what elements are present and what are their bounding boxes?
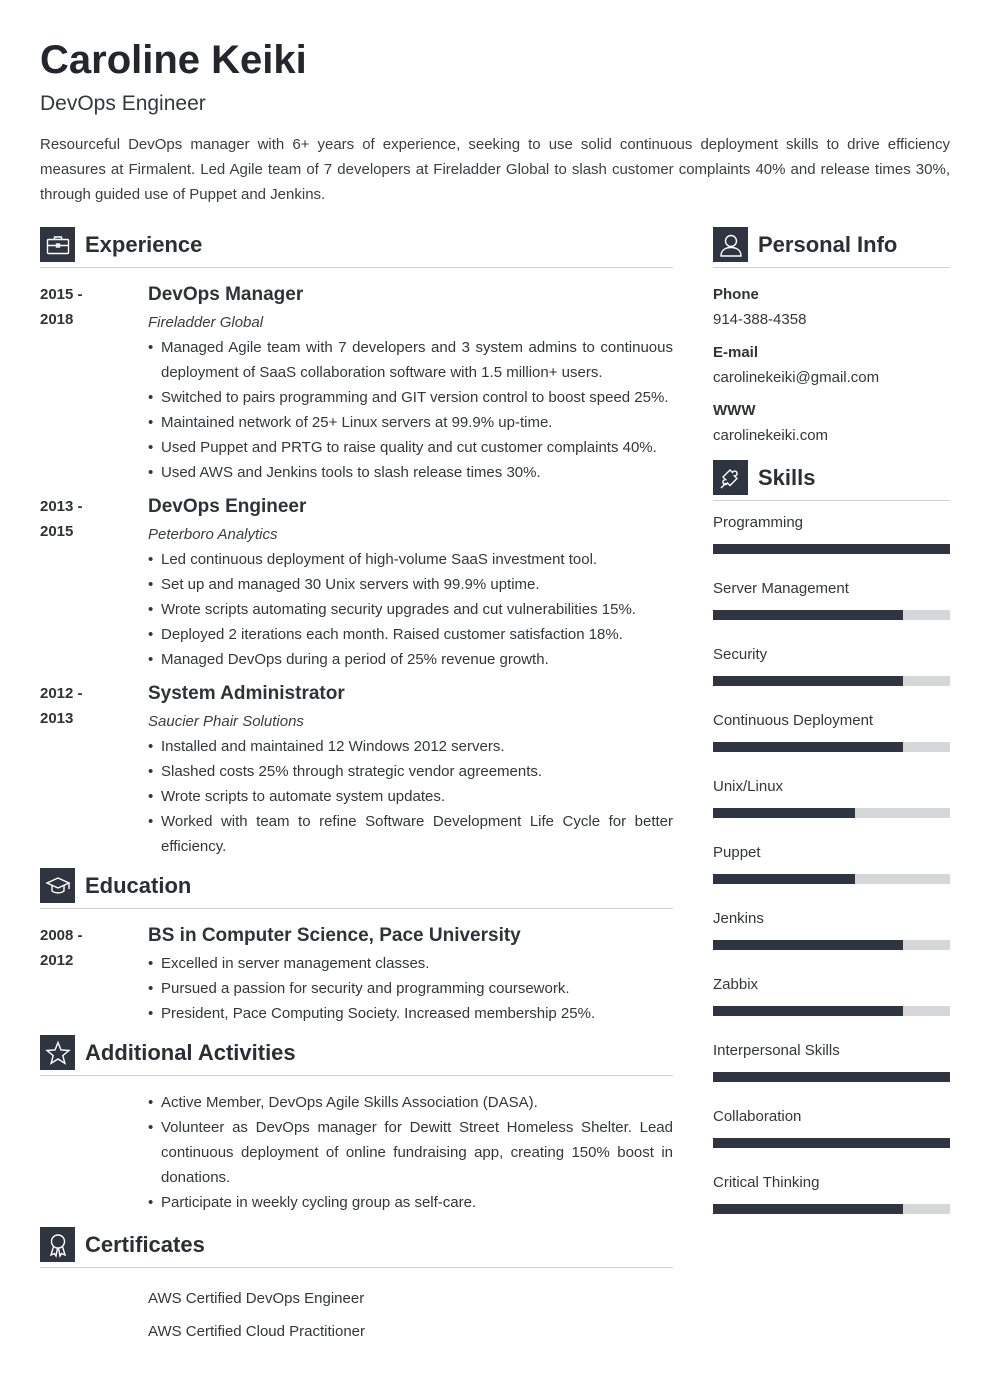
briefcase-icon [40, 227, 75, 262]
skill-item [713, 645, 950, 686]
skill-level-fill [713, 1204, 903, 1214]
education-heading: Education [85, 873, 192, 898]
skill-item [713, 909, 950, 950]
experience-body [148, 282, 673, 485]
company-name: Saucier Phair Solutions [148, 713, 304, 730]
candidate-name: Caroline Keiki [40, 38, 307, 82]
skill-name: Puppet [713, 844, 761, 861]
email-label: E-mail [713, 344, 759, 361]
education-section-header [40, 868, 673, 909]
email-value[interactable]: carolinekeiki@gmail.com [713, 369, 880, 386]
certificate-item: AWS Certified Cloud Practitioner [148, 1323, 366, 1340]
bullet-item: • Worked with team to refine Software Development Life Cycle for better efficiency. [148, 809, 673, 859]
skill-level-fill [713, 808, 855, 818]
bullet-item: • Set up and managed 30 Unix servers with 99.9% uptime. [148, 572, 673, 597]
skill-name: Zabbix [713, 976, 759, 993]
experience-heading: Experience [85, 232, 203, 257]
date-start: 2012 - [40, 685, 83, 702]
www-label: WWW [713, 402, 756, 419]
certificates-list [148, 1282, 673, 1348]
certificate-item: AWS Certified DevOps Engineer [148, 1290, 365, 1307]
star-icon [40, 1035, 75, 1070]
skill-level-bar [713, 1138, 950, 1148]
skill-level-fill [713, 610, 903, 620]
bullet-item: • Managed DevOps during a period of 25% revenue growth. [148, 647, 673, 672]
experience-section-header [40, 227, 673, 268]
degree-title: BS in Computer Science, Pace University [148, 925, 521, 946]
skill-level-bar [713, 940, 950, 950]
experience-dates [40, 282, 130, 332]
skill-level-bar [713, 610, 950, 620]
bullet-item: • President, Pace Computing Society. Increased membership 25%. [148, 1001, 673, 1026]
date-end: 2013 [40, 710, 74, 727]
skill-item [713, 1041, 950, 1082]
bullet-item: • Used Puppet and PRTG to raise quality and cut customer complaints 40%. [148, 435, 673, 460]
skill-level-fill [713, 676, 903, 686]
experience-dates [40, 494, 130, 544]
activity-item: • Volunteer as DevOps manager for Dewitt Street Homeless Shelter. Lead continuous deployment of online fundraising app, creating 150% boost in donations. [148, 1115, 673, 1190]
skill-level-bar [713, 544, 950, 554]
skill-level-fill [713, 1006, 903, 1016]
bullet-item: • Excelled in server management classes. [148, 951, 673, 976]
company-name: Fireladder Global [148, 314, 264, 331]
date-start: 2015 - [40, 286, 83, 303]
skill-level-fill [713, 940, 903, 950]
skill-level-fill [713, 1138, 950, 1148]
job-title: DevOps Manager [148, 284, 304, 305]
date-end: 2012 [40, 952, 74, 969]
skill-level-fill [713, 742, 903, 752]
skills-list [713, 513, 950, 1214]
date-start: 2013 - [40, 498, 83, 515]
skill-level-bar [713, 1204, 950, 1214]
education-dates [40, 923, 130, 973]
skill-name: Critical Thinking [713, 1174, 820, 1191]
bullet-item: • Pursued a passion for security and programming coursework. [148, 976, 673, 1001]
bullet-item: • Deployed 2 iterations each month. Raised customer satisfaction 18%. [148, 622, 673, 647]
sidebar-column [713, 227, 950, 1239]
experience-body [148, 681, 673, 859]
skill-name: Continuous Deployment [713, 712, 874, 729]
certificates-heading: Certificates [85, 1232, 205, 1257]
puzzle-piece-icon [713, 460, 748, 495]
skill-item [713, 777, 950, 818]
job-bullets [148, 734, 673, 859]
activity-item: • Participate in weekly cycling group as self-care. [148, 1190, 673, 1215]
skill-level-fill [713, 544, 950, 554]
skill-name: Programming [713, 514, 804, 531]
user-icon [713, 227, 748, 262]
profile-summary: Resourceful DevOps manager with 6+ years of experience, seeking to use solid continuous deployment skills to drive efficiency measures at Firmalent. Led Agile team of 7 developers at Fireladder Global to slash customer complaints 40% and release times 30%, through guided use of Puppet and Jenkins. [40, 136, 950, 203]
skill-level-bar [713, 742, 950, 752]
graduation-cap-icon [40, 868, 75, 903]
activity-item: • Active Member, DevOps Agile Skills Association (DASA). [148, 1090, 673, 1115]
skill-item [713, 579, 950, 620]
skill-item [713, 843, 950, 884]
skill-name: Jenkins [713, 910, 764, 927]
personal-info-section-header [713, 227, 950, 268]
activities-list [148, 1090, 673, 1215]
experience-entry [40, 681, 673, 859]
bullet-item: • Installed and maintained 12 Windows 2012 servers. [148, 734, 673, 759]
skill-level-bar [713, 874, 950, 884]
skill-level-bar [713, 1072, 950, 1082]
bullet-item: • Managed Agile team with 7 developers and 3 system admins to continuous deployment of SaaS collaboration software with 1.5 million+ users. [148, 335, 673, 385]
experience-entry [40, 282, 673, 485]
date-end: 2018 [40, 311, 74, 328]
job-bullets [148, 335, 673, 485]
candidate-title: DevOps Engineer [40, 92, 206, 115]
skill-name: Security [713, 646, 768, 663]
education-entry [40, 923, 673, 1026]
education-body [148, 923, 673, 1026]
skill-item [713, 711, 950, 752]
skill-name: Unix/Linux [713, 778, 784, 795]
activities-heading: Additional Activities [85, 1040, 296, 1065]
www-value[interactable]: carolinekeiki.com [713, 427, 829, 444]
job-title: System Administrator [148, 683, 345, 704]
skill-name: Collaboration [713, 1108, 802, 1125]
certificates-section-header [40, 1227, 673, 1268]
skill-level-bar [713, 1006, 950, 1016]
bullet-item: • Led continuous deployment of high-volume SaaS investment tool. [148, 547, 673, 572]
education-bullets [148, 951, 673, 1026]
skill-level-fill [713, 874, 855, 884]
award-ribbon-icon [40, 1227, 75, 1262]
skill-item [713, 975, 950, 1016]
skill-name: Interpersonal Skills [713, 1042, 840, 1059]
skill-level-bar [713, 676, 950, 686]
phone-value: 914-388-4358 [713, 311, 807, 328]
skill-item [713, 1107, 950, 1148]
activities-section-header [40, 1035, 673, 1076]
job-bullets [148, 547, 673, 672]
skill-item [713, 513, 950, 554]
skill-level-bar [713, 808, 950, 818]
experience-list [40, 282, 673, 859]
skill-item [713, 1173, 950, 1214]
skill-name: Server Management [713, 580, 849, 597]
date-start: 2008 - [40, 927, 83, 944]
bullet-item: • Wrote scripts automating security upgrades and cut vulnerabilities 15%. [148, 597, 673, 622]
date-end: 2015 [40, 523, 74, 540]
bullet-item: • Wrote scripts to automate system updates. [148, 784, 673, 809]
company-name: Peterboro Analytics [148, 526, 278, 543]
experience-body [148, 494, 673, 672]
skill-level-fill [713, 1072, 950, 1082]
bullet-item: • Switched to pairs programming and GIT version control to boost speed 25%. [148, 385, 673, 410]
experience-dates [40, 681, 130, 731]
experience-entry [40, 494, 673, 672]
phone-label: Phone [713, 286, 759, 303]
skills-heading: Skills [758, 465, 816, 490]
bullet-item: • Used AWS and Jenkins tools to slash release times 30%. [148, 460, 673, 485]
personal-info-heading: Personal Info [758, 232, 898, 257]
bullet-item: • Slashed costs 25% through strategic vendor agreements. [148, 759, 673, 784]
job-title: DevOps Engineer [148, 496, 307, 517]
bullet-item: • Maintained network of 25+ Linux servers at 99.9% up-time. [148, 410, 673, 435]
skills-section-header [713, 460, 950, 501]
education-list [40, 923, 673, 1026]
main-column [40, 227, 673, 1348]
